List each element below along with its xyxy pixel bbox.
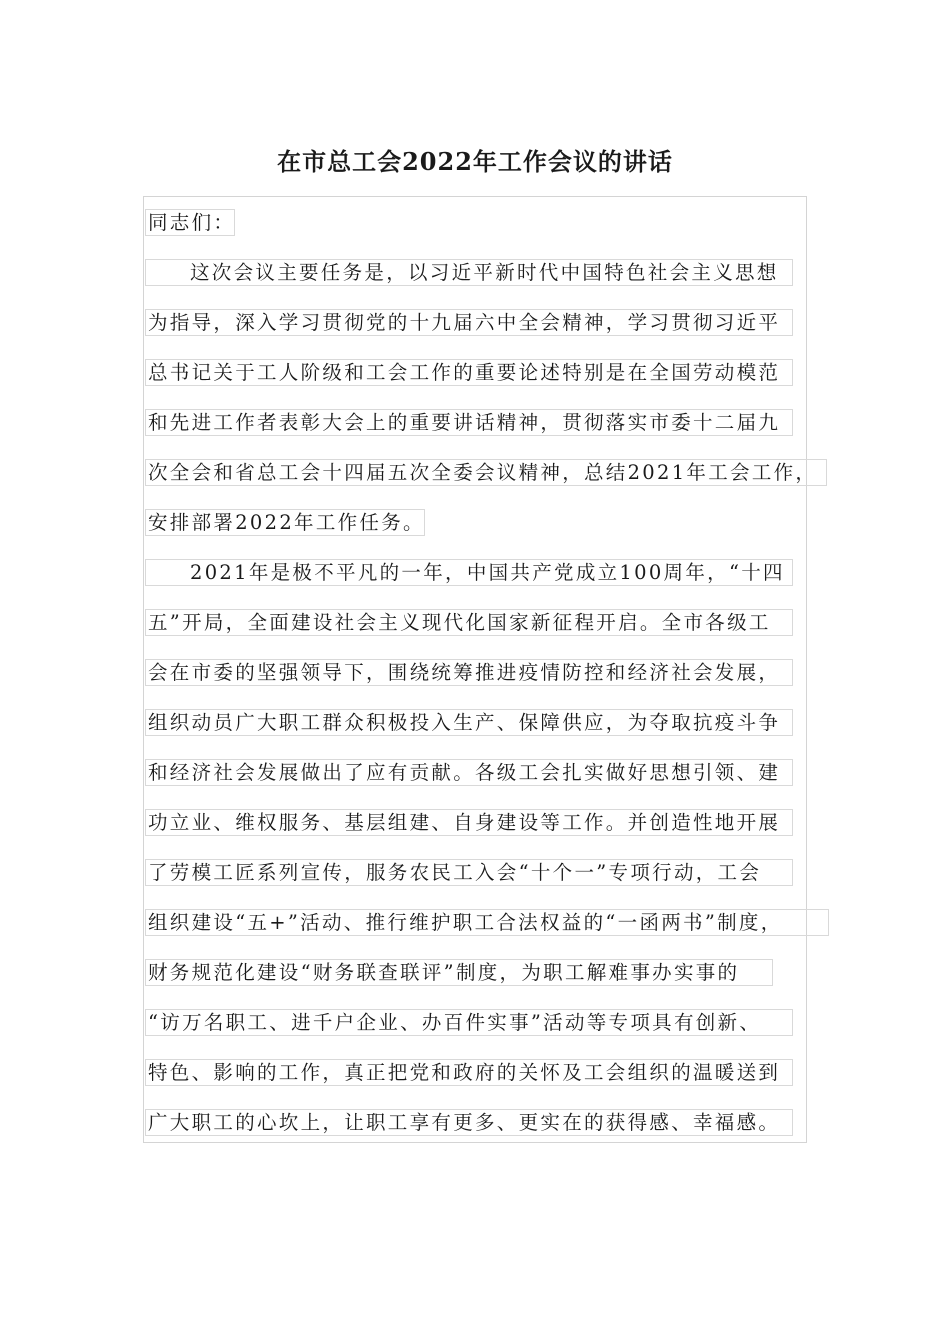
paragraph-line: 功立业、维权服务、基层组建、自身建设等工作。并创造性地开展 xyxy=(145,809,793,836)
document-title: 在市总工会2022年工作会议的讲话 xyxy=(277,147,673,176)
paragraph-line: 五”开局，全面建设社会主义现代化国家新征程开启。全市各级工 xyxy=(145,609,793,636)
paragraph-line: 和经济社会发展做出了应有贡献。各级工会扎实做好思想引领、建 xyxy=(145,759,793,786)
paragraph-line: 安排部署2022年工作任务。 xyxy=(145,509,425,536)
paragraph-line: 财务规范化建设“财务联查联评”制度，为职工解难事办实事的 xyxy=(145,959,773,986)
paragraph-line: 了劳模工匠系列宣传，服务农民工入会“十个一”专项行动，工会 xyxy=(145,859,793,886)
paragraph-line: 广大职工的心坎上，让职工享有更多、更实在的获得感、幸福感。 xyxy=(145,1109,793,1136)
paragraph-line: 特色、影响的工作，真正把党和政府的关怀及工会组织的温暖送到 xyxy=(145,1059,793,1086)
paragraph-line: 组织动员广大职工群众积极投入生产、保障供应，为夺取抗疫斗争 xyxy=(145,709,793,736)
paragraph-line: 总书记关于工人阶级和工会工作的重要论述特别是在全国劳动模范 xyxy=(145,359,793,386)
paragraph-line: 会在市委的坚强领导下，围绕统筹推进疫情防控和经济社会发展， xyxy=(145,659,793,686)
paragraph-line: “访万名职工、进千户企业、办百件实事”活动等专项具有创新、 xyxy=(145,1009,793,1036)
paragraph-line: 这次会议主要任务是，以习近平新时代中国特色社会主义思想 xyxy=(145,259,793,286)
salutation: 同志们： xyxy=(145,209,235,236)
paragraph-line: 2021年是极不平凡的一年，中国共产党成立100周年，“十四 xyxy=(145,559,793,586)
paragraph-line: 组织建设“五+”活动、推行维护职工合法权益的“一函两书”制度， xyxy=(145,909,829,936)
paragraph-line: 为指导，深入学习贯彻党的十九届六中全会精神，学习贯彻习近平 xyxy=(145,309,793,336)
paragraph-line: 和先进工作者表彰大会上的重要讲话精神，贯彻落实市委十二届九 xyxy=(145,409,793,436)
paragraph-line: 次全会和省总工会十四届五次全委会议精神，总结2021年工会工作， xyxy=(145,459,827,486)
